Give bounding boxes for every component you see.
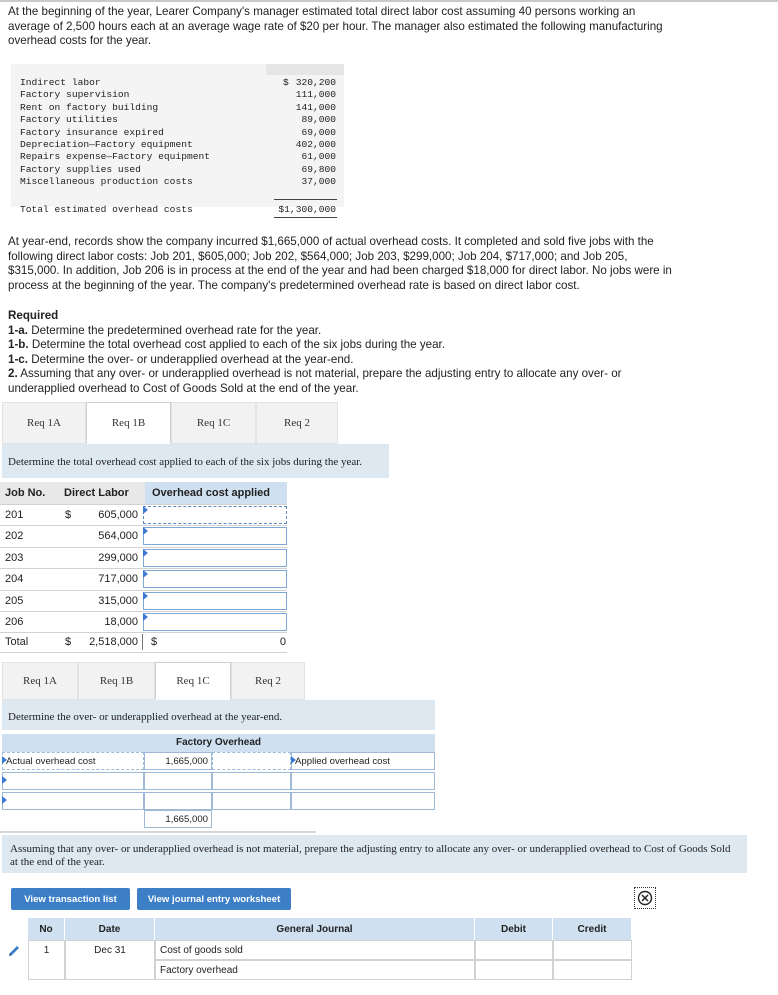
overhead-cost-row: [20, 139, 340, 151]
overhead-cost-label: Rent on factory building: [20, 101, 159, 113]
overhead-cost-table: [11, 64, 344, 215]
overhead-cost-row: [20, 114, 340, 126]
overhead-applied-input[interactable]: [143, 613, 287, 631]
overhead-cost-label: Indirect labor: [20, 77, 101, 88]
required-item-2-cont: underapplied overhead to Cost of Goods Sold at the end of the year.: [8, 381, 359, 395]
applied-overhead-label[interactable]: Applied overhead cost: [291, 752, 435, 770]
overhead-cost-row: [20, 127, 340, 139]
job-number: 201: [5, 509, 24, 521]
journal-header-account: General Journal: [155, 918, 475, 940]
overhead-cost-value: 141,000: [295, 101, 336, 113]
overhead-cost-value: 69,000: [301, 126, 336, 138]
overhead-applied-input[interactable]: [143, 592, 287, 610]
job-number: 204: [5, 573, 24, 586]
actual-overhead-value[interactable]: 1,665,000: [144, 752, 212, 770]
direct-labor-value: 315,000: [98, 594, 138, 607]
journal-account-debit[interactable]: Cost of goods sold: [155, 940, 475, 960]
intro-line: At the beginning of the year, Learer Company's manager estimated total direct labor cost assuming 40 persons working an: [8, 5, 636, 18]
tab-req-1b[interactable]: Req 1B: [78, 662, 155, 700]
overhead-total-row: [20, 204, 340, 216]
required-item-1a: 1-a. Determine the predetermined overhead rate for the year.: [8, 323, 322, 337]
overhead-cost-value: 320,200: [295, 77, 336, 88]
row-marker-icon: [2, 756, 7, 764]
journal-account-credit[interactable]: Factory overhead: [155, 960, 475, 980]
credit-input-2[interactable]: [553, 960, 632, 980]
overhead-cost-value: 37,000: [301, 176, 336, 188]
direct-labor-value: 299,000: [98, 551, 138, 564]
job-number: 203: [5, 551, 24, 564]
yearend-line: At year-end, records show the company incurred $1,665,000 of actual overhead costs. It completed and sold five jobs with the: [8, 235, 654, 248]
yearend-line: following direct labor costs: Job 201, $605,000; Job 202, $564,000; Job 203, $299,000; Job 204, $717,000; and Job 205,: [8, 249, 628, 263]
overhead-cost-label: Factory utilities: [20, 114, 118, 126]
instruction-1b: Determine the total overhead cost applied to each of the six jobs during the year.: [2, 444, 389, 478]
general-journal-table: [4, 918, 632, 984]
t-account-title: Factory Overhead: [2, 734, 435, 752]
overhead-total-label: Total estimated overhead costs: [20, 203, 193, 215]
tab-bar-1c: [2, 662, 305, 700]
overhead-total-value: $1,300,000: [278, 203, 336, 215]
overhead-cost-row: [20, 77, 340, 89]
credit-input-1[interactable]: [553, 940, 632, 960]
overhead-cost-value: 89,000: [301, 114, 336, 126]
row-marker-icon: [143, 506, 148, 514]
factory-overhead-t-account: [2, 734, 435, 830]
debit-input-1[interactable]: [475, 940, 553, 960]
header-overhead-applied: Overhead cost applied: [152, 487, 270, 499]
direct-labor-value: 717,000: [98, 573, 138, 586]
top-border: [0, 0, 778, 2]
total-rule: [274, 199, 337, 200]
tab-req-1a[interactable]: Req 1A: [2, 402, 86, 444]
yearend-line: process at the beginning of the year. The company's predetermined overhead rate is based on direct labor cost.: [8, 278, 580, 292]
required-heading: Required: [8, 309, 59, 322]
overhead-cost-label: Depreciation—Factory equipment: [20, 139, 193, 150]
total-direct-labor: 2,518,000: [89, 636, 138, 648]
job-number: 202: [5, 530, 24, 543]
instruction-2: Assuming that any over- or underapplied overhead is not material, prepare the adjusting entry to allocate any over- or underapplied overhead to Cost of Goods Sold at the end of the year.: [2, 835, 747, 873]
row-marker-icon: [2, 796, 7, 804]
direct-labor-value: 605,000: [98, 509, 138, 521]
overhead-cost-value: 69,800: [301, 163, 336, 175]
required-section: [8, 309, 622, 396]
tab-req-1c[interactable]: Req 1C: [171, 402, 256, 444]
debit-label-input[interactable]: [2, 772, 144, 790]
tab-req-1b[interactable]: Req 1B: [86, 402, 171, 444]
overhead-applied-input[interactable]: [143, 527, 287, 545]
header-job-no: Job No.: [5, 487, 46, 499]
credit-amount-input-2[interactable]: [212, 772, 291, 790]
job-number: 206: [5, 616, 24, 628]
journal-header-date: Date: [65, 918, 155, 940]
balance-debit-input[interactable]: [144, 792, 212, 810]
row-marker-icon: [143, 613, 148, 621]
tab-req-2[interactable]: Req 2: [256, 402, 338, 444]
balance-credit-label-input[interactable]: [291, 792, 435, 810]
row-marker-icon: [143, 549, 148, 557]
overhead-cost-dollar: $: [283, 77, 289, 88]
tab-bar-1b: [2, 402, 338, 444]
required-item-1c: 1-c. Determine the over- or underapplied overhead at the year-end.: [8, 352, 354, 366]
overhead-cost-row: [20, 89, 340, 101]
total-dl-dollar: $: [65, 636, 72, 648]
view-transaction-list-button[interactable]: View transaction list: [11, 888, 130, 910]
debit-amount-input[interactable]: [144, 772, 212, 790]
journal-header-credit: Credit: [553, 918, 632, 940]
edit-pencil-icon[interactable]: [6, 943, 24, 959]
balance-label-input[interactable]: [2, 792, 144, 810]
overhead-applied-input[interactable]: [143, 506, 287, 524]
header-direct-labor: Direct Labor: [64, 487, 129, 499]
tab-req-1a[interactable]: Req 1A: [2, 662, 78, 700]
journal-header-debit: Debit: [475, 918, 553, 940]
row-marker-icon: [2, 776, 7, 784]
credit-amount-input[interactable]: [212, 752, 291, 770]
actual-overhead-label[interactable]: Actual overhead cost: [2, 752, 144, 770]
overhead-applied-input[interactable]: [143, 549, 287, 567]
overhead-cost-label: Miscellaneous production costs: [20, 176, 193, 188]
entry-date: Dec 31: [65, 940, 155, 980]
double-rule: [274, 217, 337, 218]
overhead-cost-value: 61,000: [301, 151, 336, 163]
overhead-cost-label: Repairs expense—Factory equipment: [20, 151, 210, 163]
tab-req-2[interactable]: Req 2: [231, 662, 305, 700]
overhead-cost-row: [20, 164, 340, 176]
intro-line: overhead costs for the year.: [8, 34, 152, 47]
job-overhead-table: [0, 482, 292, 652]
total-label: Total: [5, 636, 29, 648]
direct-labor-dollar: $: [65, 509, 72, 521]
job-number: 205: [5, 594, 24, 607]
total-debit-value: 1,665,000: [144, 810, 212, 828]
row-marker-icon: [291, 756, 296, 764]
balance-credit-input[interactable]: [212, 792, 291, 810]
overhead-cost-label: Factory supplies used: [20, 163, 141, 175]
row-marker-icon: [143, 570, 148, 578]
close-icon[interactable]: [634, 887, 656, 909]
entry-number: 1: [28, 940, 65, 980]
credit-label-input[interactable]: [291, 772, 435, 790]
intro-line: average of 2,500 hours each at an average wage rate of $20 per hour. The manager also estimated the following manufacturing: [8, 19, 663, 33]
required-item-2: 2. Assuming that any over- or underapplied overhead is not material, prepare the adjusting entry to allocate any over- or: [8, 367, 622, 380]
row-marker-icon: [143, 527, 148, 535]
direct-labor-value: 564,000: [98, 530, 138, 543]
yearend-paragraph: [8, 235, 672, 293]
overhead-cost-label: Factory insurance expired: [20, 126, 164, 138]
tab-req-1c[interactable]: Req 1C: [155, 662, 231, 700]
overhead-cost-row: [20, 176, 340, 188]
view-journal-entry-worksheet-button[interactable]: View journal entry worksheet: [137, 888, 291, 910]
direct-labor-value: 18,000: [104, 616, 138, 628]
yearend-line: $315,000. In addition, Job 206 is in process at the end of the year and had been charged $18,000 for direct labor. No jobs were in: [8, 264, 672, 277]
debit-input-2[interactable]: [475, 960, 553, 980]
overhead-cost-row: [20, 151, 340, 163]
journal-header-no: No: [28, 918, 65, 940]
intro-paragraph: [8, 5, 663, 49]
overhead-cost-row: [20, 102, 340, 114]
instruction-1c: Determine the over- or underapplied overhead at the year-end.: [2, 700, 435, 730]
row-marker-icon: [143, 592, 148, 600]
overhead-cost-value: 402,000: [295, 139, 336, 150]
required-item-1b: 1-b. Determine the total overhead cost applied to each of the six jobs during the year.: [8, 338, 445, 351]
overhead-cost-value: 111,000: [295, 89, 336, 101]
overhead-cost-label: Factory supervision: [20, 89, 130, 101]
total-oh-dollar: $: [151, 636, 158, 648]
total-overhead-applied: 0: [279, 636, 286, 648]
overhead-applied-input[interactable]: [143, 570, 287, 588]
